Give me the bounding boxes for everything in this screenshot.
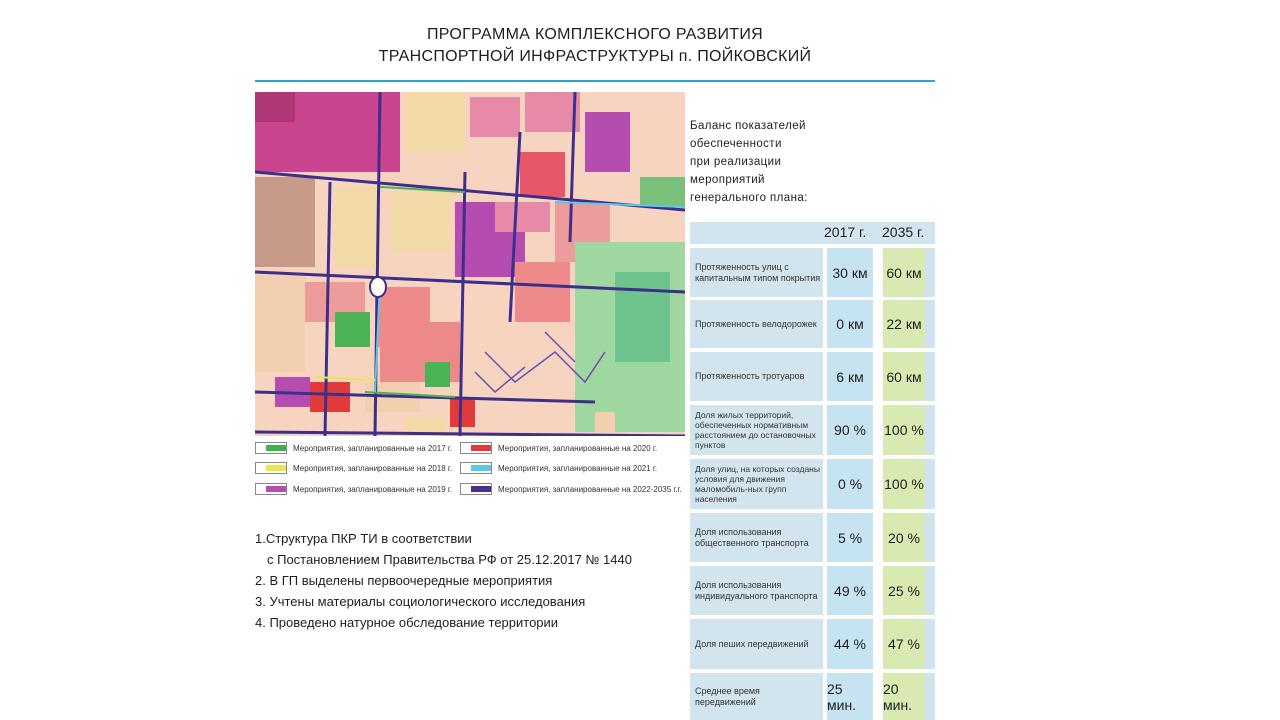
balance-line: мероприятий	[690, 174, 765, 186]
row-stripe	[925, 513, 935, 562]
notes-list	[255, 528, 695, 633]
table-row	[690, 566, 935, 615]
row-label: Протяженность тротуаров	[690, 352, 823, 401]
row-label: Доля улиц, на которых созданы условия для движения маломобиль-ных групп населения	[690, 459, 823, 509]
row-stripe	[925, 300, 935, 348]
row-label: Среднее время передвижений	[690, 673, 823, 720]
row-stripe	[925, 248, 935, 297]
value-2017: 0 км	[827, 300, 873, 348]
balance-line: Баланс показателей	[690, 120, 806, 132]
value-2035: 60 км	[883, 352, 925, 401]
legend-swatch	[266, 445, 286, 451]
title-line-2: ТРАНСПОРТНОЙ ИНФРАСТРУКТУРЫ п. ПОЙКОВСКИЙ	[378, 48, 812, 65]
legend-item-2017	[255, 442, 452, 454]
row-stripe	[925, 352, 935, 401]
legend-swatch	[266, 465, 286, 471]
value-2017: 0 %	[827, 459, 873, 509]
legend-label: Мероприятия, запланированные на 2021 г.	[498, 463, 658, 473]
legend-label: Мероприятия, запланированные на 2020 г.	[498, 443, 658, 453]
table-row	[690, 459, 935, 509]
page-title	[255, 24, 935, 68]
value-2035: 25 %	[883, 566, 925, 615]
legend-label: Мероприятия, запланированные на 2018 г.	[293, 463, 453, 473]
value-2035: 100 %	[883, 459, 925, 509]
legend-swatch	[471, 465, 491, 471]
value-2017: 5 %	[827, 513, 873, 562]
balance-line: обеспеченности	[690, 138, 782, 150]
legend-swatch	[471, 445, 491, 451]
table-row	[690, 405, 935, 455]
map-legend	[255, 442, 695, 502]
legend-item-2020	[460, 442, 657, 454]
row-label: Доля использования индивидуального транспорта	[690, 566, 823, 615]
value-2017: 90 %	[827, 405, 873, 455]
row-label: Доля пеших передвижений	[690, 619, 823, 669]
title-divider	[255, 80, 935, 82]
note-item: с Постановлением Правительства РФ от 25.12.2017 № 1440	[267, 552, 632, 567]
table-header	[690, 222, 935, 244]
row-label: Доля использования общественного транспорта	[690, 513, 823, 562]
value-2035: 47 %	[883, 619, 925, 669]
row-stripe	[925, 405, 935, 455]
note-item: 3. Учтены материалы социологического исследования	[255, 594, 586, 609]
master-plan-map	[255, 92, 685, 436]
legend-label: Мероприятия, запланированные на 2017 г.	[293, 443, 453, 453]
row-label: Протяженность велодорожек	[690, 300, 823, 348]
value-2017: 25 мин.	[827, 673, 873, 720]
value-2035: 100 %	[883, 405, 925, 455]
row-label: Протяженность улиц с капитальным типом покрытия	[690, 248, 823, 297]
value-2035: 22 км	[883, 300, 925, 348]
legend-item-2019	[255, 483, 452, 495]
title-line-1: ПРОГРАММА КОМПЛЕКСНОГО РАЗВИТИЯ	[427, 26, 763, 43]
row-stripe	[925, 566, 935, 615]
legend-item-2018	[255, 462, 452, 474]
legend-item-2021	[460, 462, 657, 474]
balance-line: при реализации	[690, 156, 782, 168]
table-row	[690, 619, 935, 669]
legend-label: Мероприятия, запланированные на 2022-2035 г.г.	[498, 484, 682, 494]
value-2035: 60 км	[883, 248, 925, 297]
legend-swatch	[471, 486, 491, 492]
table-row	[690, 513, 935, 562]
column-header-2035: 2035 г.	[882, 224, 925, 240]
table-row	[690, 300, 935, 348]
value-2035: 20 %	[883, 513, 925, 562]
balance-heading	[690, 117, 850, 207]
row-label: Доля жилых территорий, обеспеченных нормативным расстоянием до остановочных пунктов	[690, 405, 823, 455]
balance-line: генерального плана:	[690, 192, 808, 204]
note-item: 4. Проведено натурное обследование территории	[255, 615, 559, 630]
row-stripe	[925, 673, 935, 720]
value-2017: 30 км	[827, 248, 873, 297]
row-stripe	[925, 459, 935, 509]
table-row	[690, 352, 935, 401]
value-2017: 49 %	[827, 566, 873, 615]
legend-swatch	[266, 486, 286, 492]
note-item: 1.Структура ПКР ТИ в соответствии	[255, 531, 472, 546]
value-2017: 44 %	[827, 619, 873, 669]
map-drawing	[255, 92, 685, 436]
value-2017: 6 км	[827, 352, 873, 401]
note-item: 2. В ГП выделены первоочередные мероприятия	[255, 573, 553, 588]
row-stripe	[925, 619, 935, 669]
table-row	[690, 673, 935, 720]
column-header-2017: 2017 г.	[824, 224, 867, 240]
legend-item-2022-2035	[460, 483, 682, 495]
value-2035: 20 мин.	[883, 673, 925, 720]
legend-label: Мероприятия, запланированные на 2019 г.	[293, 484, 453, 494]
table-row	[690, 248, 935, 297]
